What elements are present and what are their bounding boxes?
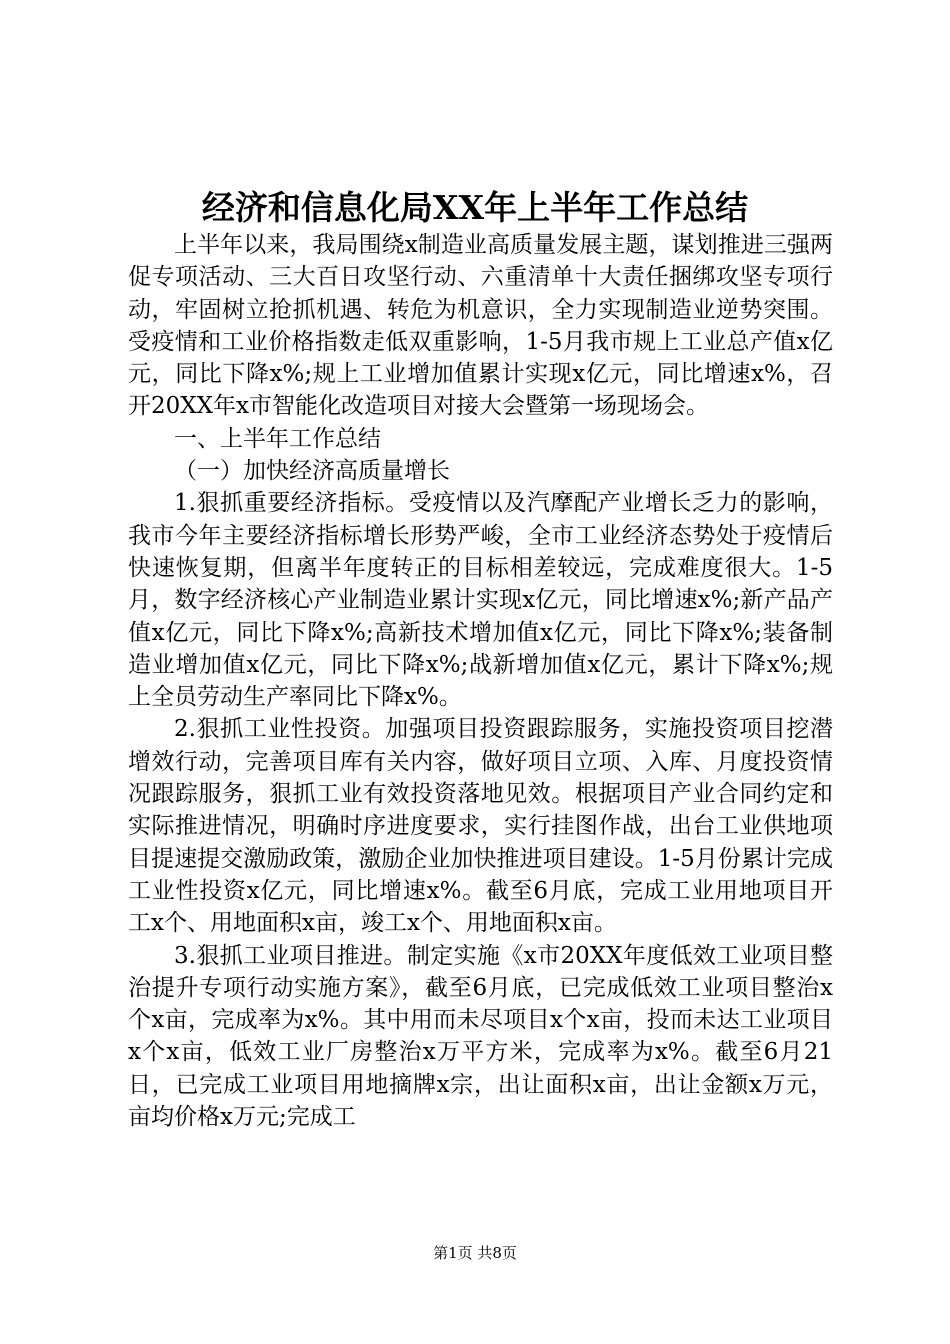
intro-paragraph: 上半年以来，我局围绕x制造业高质量发展主题，谋划推进三强两促专项活动、三大百日攻坚行动、六重清单十大责任捆绑攻坚专项行动，牢固树立抢抓机遇、转危为机意识，全力实现制造业逆势突围。受疫情和工业价格指数走低双重影响，1-5月我市规上工业总产值x亿元，同比下降x%;规上工业增加值累计实现x亿元，同比增速x%，召开20XX年x市智能化改造项目对接大会暨第一场现场会。 bbox=[128, 232, 833, 420]
section-heading: 一、上半年工作总结 bbox=[174, 425, 381, 452]
industrial-projects-paragraph: 3.狠抓工业项目推进。制定实施《x市20XX年度低效工业项目整治提升专项行动实施方案》，截至6月底，已完成低效工业项目整治x个x亩，完成率为x%。其中用而未尽项目x个x亩，投而未达工业项目x个x亩，低效工业厂房整治x万平方米，完成率为x%。截至6月21日，已完成工业项目用地摘牌x宗，出让面积x亩，出让金额x万元，亩均价格x万元;完成工 bbox=[128, 942, 833, 1131]
page-footer: 第1页 共8页 bbox=[433, 1244, 517, 1262]
industrial-investment-paragraph: 2.狠抓工业性投资。加强项目投资跟踪服务，实施投资项目挖潜增效行动，完善项目库有关内容，做好项目立项、入库、月度投资情况跟踪服务，狠抓工业有效投资落地见效。根据项目产业合同约定和实际推进情况，明确时序进度要求，实行挂图作战，出台工业供地项目提速提交激励政策，激励企业加快推进项目建设。1-5月份累计完成工业性投资x亿元，同比增速x%。截至6月底，完成工业用地项目开工x个、用地面积x亩，竣工x个、用地面积x亩。 bbox=[128, 716, 833, 937]
document-body bbox=[128, 229, 833, 1133]
subsection-heading: （一）加快经济高质量增长 bbox=[174, 458, 450, 485]
economic-indicators-paragraph: 1.狠抓重要经济指标。受疫情以及汽摩配产业增长乏力的影响，我市今年主要经济指标增长形势严峻，全市工业经济态势处于疫情后快速恢复期，但离半年度转正的目标相差较远，完成难度很大。1-5月，数字经济核心产业制造业累计实现x亿元，同比增速x%;新产品产值x亿元，同比下降x%;高新技术增加值x亿元，同比下降x%;装备制造业增加值x亿元，同比下降x%;战新增加值x亿元，累计下降x%;规上全员劳动生产率同比下降x%。 bbox=[128, 490, 833, 711]
document-title: 经济和信息化局XX年上半年工作总结 bbox=[201, 188, 749, 227]
